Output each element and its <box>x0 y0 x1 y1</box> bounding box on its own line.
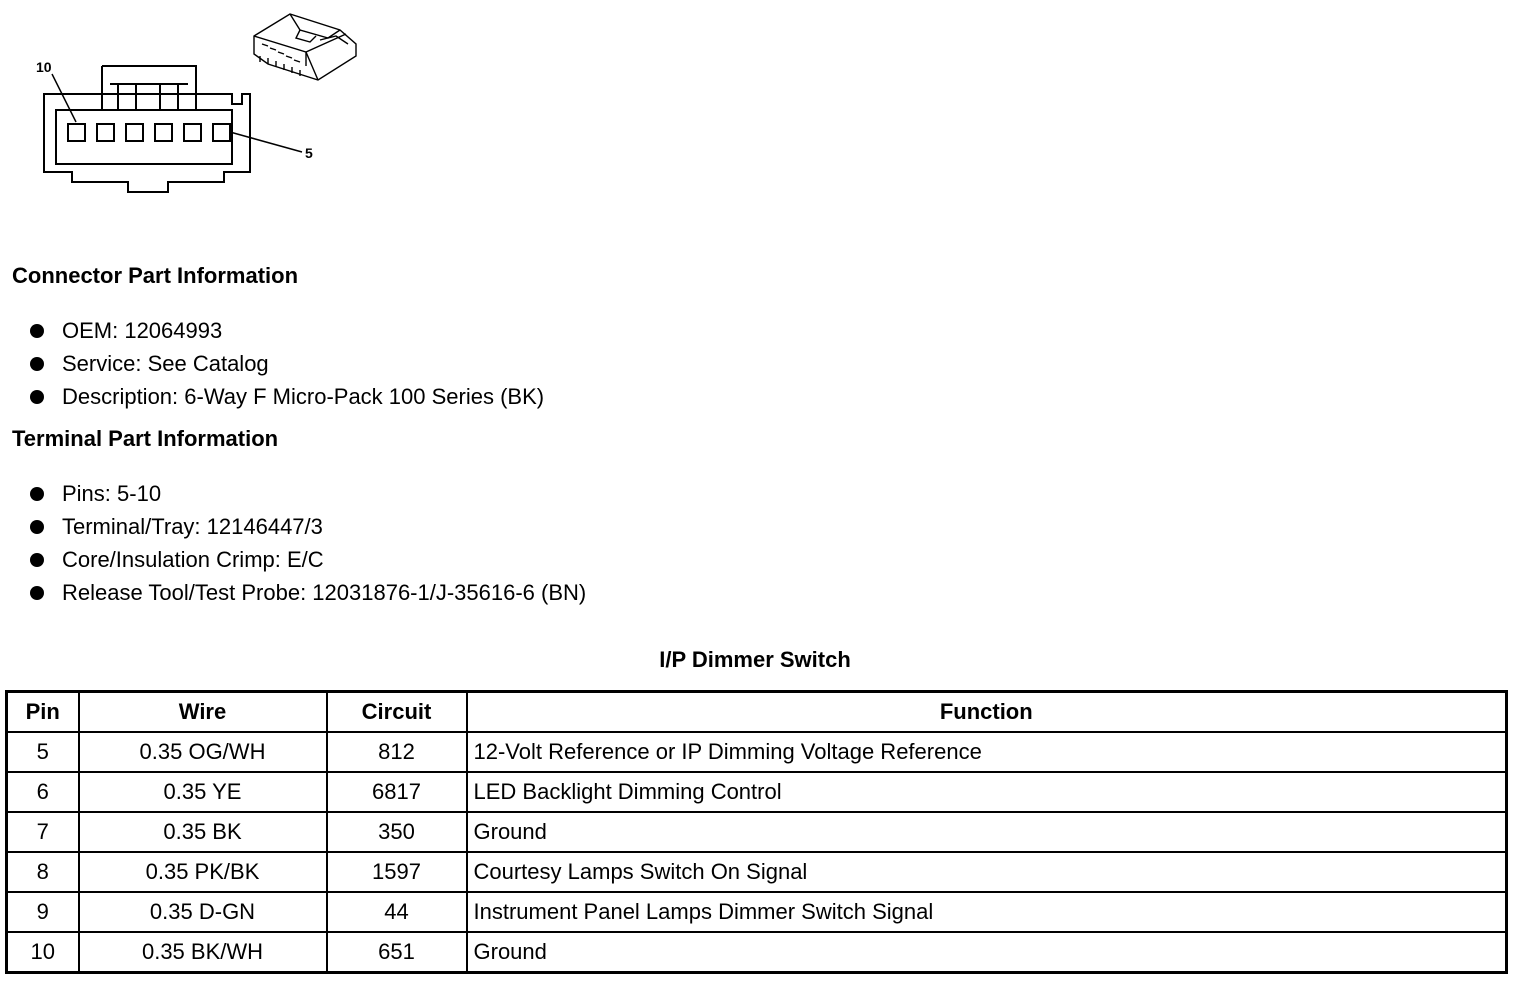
leader-line-5 <box>230 132 302 152</box>
cell-wire: 0.35 D-GN <box>79 892 327 932</box>
terminal-cavity <box>126 124 143 141</box>
terminal-info-tray: Terminal/Tray: 12146447/3 <box>28 510 586 543</box>
terminal-cavity <box>155 124 172 141</box>
pin-label-5: 5 <box>305 145 313 161</box>
table-row <box>7 892 1507 932</box>
connector-info-oem: OEM: 12064993 <box>28 314 544 347</box>
table-row <box>7 852 1507 892</box>
table-row <box>7 812 1507 852</box>
connector-latch <box>102 66 196 110</box>
cell-pin: 9 <box>7 892 79 932</box>
header-function: Function <box>467 692 1507 733</box>
pinout-table <box>5 690 1508 974</box>
header-pin: Pin <box>7 692 79 733</box>
cell-function: LED Backlight Dimming Control <box>467 772 1507 812</box>
terminal-info-crimp: Core/Insulation Crimp: E/C <box>28 543 586 576</box>
terminal-info-release-tool: Release Tool/Test Probe: 12031876-1/J-35616-6 (BN) <box>28 576 586 609</box>
pin-label-10: 10 <box>36 59 52 75</box>
cell-wire: 0.35 YE <box>79 772 327 812</box>
terminal-info-pins: Pins: 5-10 <box>28 477 586 510</box>
latch-window-right <box>160 84 178 110</box>
cell-wire: 0.35 OG/WH <box>79 732 327 772</box>
connector-info-service: Service: See Catalog <box>28 347 544 380</box>
table-title: I/P Dimmer Switch <box>659 647 851 672</box>
connector-info-heading: Connector Part Information <box>12 263 299 288</box>
terminal-cavity <box>68 124 85 141</box>
cell-circuit: 6817 <box>327 772 467 812</box>
terminal-info-list <box>28 477 586 609</box>
connector-info-list <box>28 314 544 413</box>
cell-function: 12-Volt Reference or IP Dimming Voltage Reference <box>467 732 1507 772</box>
connector-info-description: Description: 6-Way F Micro-Pack 100 Series (BK) <box>28 380 544 413</box>
cell-pin: 6 <box>7 772 79 812</box>
terminal-info-heading: Terminal Part Information <box>12 426 279 451</box>
cell-pin: 10 <box>7 932 79 973</box>
cell-circuit: 812 <box>327 732 467 772</box>
cell-circuit: 1597 <box>327 852 467 892</box>
header-circuit: Circuit <box>327 692 467 733</box>
cell-pin: 5 <box>7 732 79 772</box>
cell-circuit: 651 <box>327 932 467 973</box>
connector-body-outline <box>44 94 250 192</box>
cell-wire: 0.35 BK <box>79 812 327 852</box>
table-row <box>7 732 1507 772</box>
table-row <box>7 932 1507 973</box>
connector-diagram <box>0 0 380 205</box>
terminal-cavity <box>213 124 230 141</box>
cell-wire: 0.35 BK/WH <box>79 932 327 973</box>
cell-circuit: 350 <box>327 812 467 852</box>
cell-circuit: 44 <box>327 892 467 932</box>
terminal-cavity <box>97 124 114 141</box>
cell-function: Ground <box>467 812 1507 852</box>
cell-function: Courtesy Lamps Switch On Signal <box>467 852 1507 892</box>
cell-pin: 7 <box>7 812 79 852</box>
cell-function: Ground <box>467 932 1507 973</box>
table-row <box>7 772 1507 812</box>
terminal-cavity <box>184 124 201 141</box>
cell-function: Instrument Panel Lamps Dimmer Switch Signal <box>467 892 1507 932</box>
table-header-row <box>7 692 1507 733</box>
cell-wire: 0.35 PK/BK <box>79 852 327 892</box>
latch-window-left <box>118 84 136 110</box>
connector-thumbnail-3d <box>254 14 356 80</box>
header-wire: Wire <box>79 692 327 733</box>
cell-pin: 8 <box>7 852 79 892</box>
